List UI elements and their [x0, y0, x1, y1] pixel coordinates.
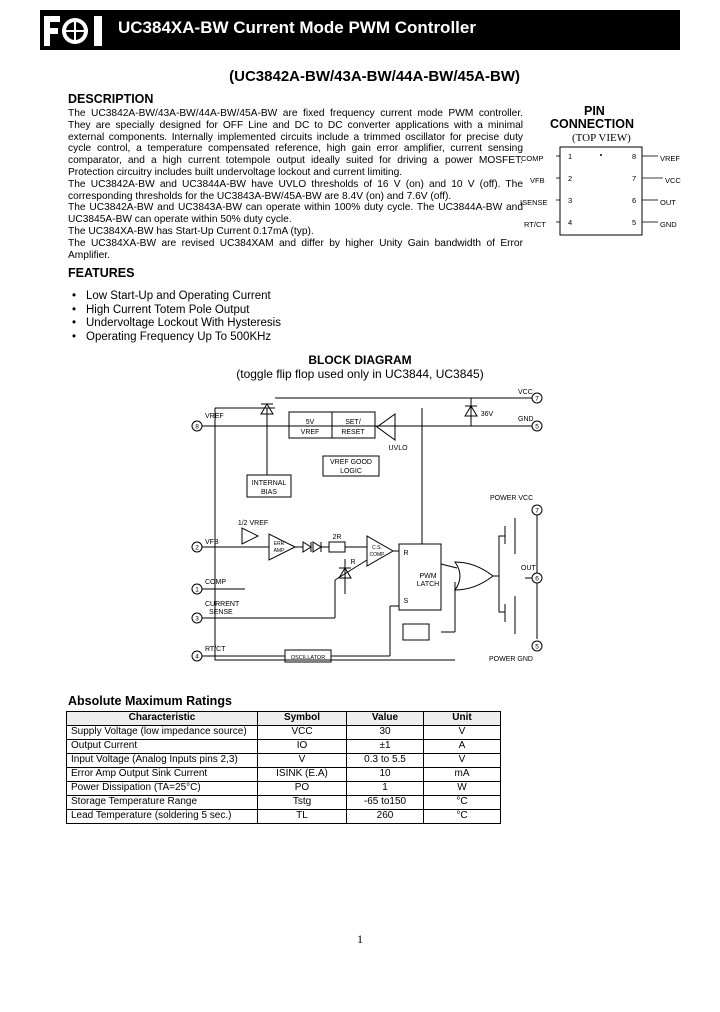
description-paragraph: The UC3842A-BW/43A-BW/44A-BW/45A-BW are fixed frequency current mode PWM controller. They are specially designed for OFF Line and DC to DC converter applications with a minimal external components. Internally implemented circuits include a trimmed oscillator for precise duty cycle control, a temperature compensated reference, high gain error amplifier, current sensing comparator, and a high current totempole output ideally suited for driving a power MOSFET. Protection circuitry includes built undervoltage lockout and current limiting.	[68, 108, 523, 178]
column-header: Symbol	[258, 712, 347, 726]
pin-name: VREF	[660, 154, 681, 163]
error-amp-label: ERR	[273, 541, 285, 547]
block-diagram	[185, 384, 555, 668]
table-cell: TL	[258, 810, 347, 824]
ratings-heading: Absolute Maximum Ratings	[68, 694, 232, 708]
toggle-flip-flop	[403, 624, 429, 640]
table-cell: °C	[424, 796, 501, 810]
uvlo-label: UVLO	[388, 445, 408, 452]
error-amplifier	[269, 534, 295, 560]
pin-number-label: 1	[195, 586, 199, 594]
pin-number-label: 6	[535, 575, 539, 583]
pin-diagram	[520, 143, 690, 238]
description-paragraph: The UC384XA-BW has Start-Up Current 0.17mA (typ).	[68, 225, 314, 237]
table-cell: Supply Voltage (low impedance source)	[67, 726, 258, 740]
table-cell: A	[424, 740, 501, 754]
table-row	[67, 810, 501, 824]
current-sense-comparator	[367, 536, 393, 566]
pin-number: 8	[632, 152, 637, 161]
table-row	[67, 796, 501, 810]
pin-name: GND	[660, 220, 677, 229]
pin-name: RT/CT	[524, 220, 546, 229]
table-cell: ±1	[347, 740, 424, 754]
table-cell: Output Current	[67, 740, 258, 754]
table-header-row	[67, 712, 501, 726]
pin-connection-heading: PIN	[584, 104, 605, 118]
table-cell: PO	[258, 782, 347, 796]
pin1-marker-dot	[600, 154, 602, 156]
table-cell: mA	[424, 768, 501, 782]
table-cell: Input Voltage (Analog Inputs pins 2,3)	[67, 754, 258, 768]
latch-s-label: S	[403, 598, 409, 605]
table-row	[67, 782, 501, 796]
r-label: R	[350, 559, 356, 566]
table-cell: 1	[347, 782, 424, 796]
feature-item: • Low Start-Up and Operating Current	[72, 290, 281, 304]
table-row	[67, 726, 501, 740]
power-gnd-label: POWER GND	[489, 656, 533, 663]
pin-number-label: 2	[195, 544, 199, 552]
pin-name: VFB	[530, 176, 545, 185]
table-cell: Tstg	[258, 796, 347, 810]
pin-number-label: 7	[535, 507, 539, 515]
ic-package-outline	[560, 147, 642, 235]
page-title: UC384XA-BW Current Mode PWM Controller	[118, 18, 476, 37]
block-diagram-title: BLOCK DIAGRAM	[308, 353, 412, 367]
feature-item: • High Current Totem Pole Output	[72, 304, 281, 318]
pin-number: 5	[632, 218, 637, 227]
block-diagram-subtitle: (toggle flip flop used only in UC3844, UC3845)	[236, 367, 484, 381]
two-r-label: 2R	[332, 534, 342, 541]
table-cell: VCC	[258, 726, 347, 740]
description-paragraph: The UC384XA-BW are revised UC384XAM and differ by higher Unity Gain bandwidth of Error Amplifier.	[68, 237, 523, 261]
table-cell: Power Dissipation (TA=25°C)	[67, 782, 258, 796]
vref-box-label: VREF	[300, 429, 320, 436]
internal-bias-label: INTERNAL	[251, 480, 287, 487]
ratings-table	[66, 711, 501, 824]
features-list	[72, 290, 281, 344]
power-vcc-label: POWER VCC	[490, 495, 534, 502]
table-cell: 0.3 to 5.5	[347, 754, 424, 768]
logo-text: FCI	[72, 46, 78, 50]
zener-label: 36V	[480, 411, 494, 418]
oscillator-label: OSCILLATOR	[290, 655, 326, 661]
vcc-pin-label: VCC	[518, 389, 533, 396]
table-row	[67, 768, 501, 782]
column-header: Characteristic	[67, 712, 258, 726]
current-sense-label: CURRENT	[205, 601, 240, 608]
pin-number-label: 3	[195, 615, 199, 623]
rtct-pin-label: RT/CT	[205, 646, 226, 653]
pin-number: 6	[632, 196, 637, 205]
half-vref-label: 1/2 VREF	[237, 520, 269, 527]
pin-name: COMP	[521, 154, 544, 163]
pwm-latch-label: LATCH	[416, 581, 440, 588]
pin-number: 1	[568, 152, 573, 161]
feature-item: • Operating Frequency Up To 500KHz	[72, 331, 281, 345]
part-numbers-subtitle: (UC3842A-BW/43A-BW/44A-BW/45A-BW)	[229, 68, 520, 85]
description-heading: DESCRIPTION	[68, 92, 154, 106]
vfb-pin-label: VFB	[205, 539, 219, 546]
cs-comp-label: C.S.	[372, 545, 382, 551]
table-cell: Error Amp Output Sink Current	[67, 768, 258, 782]
pin-number-label: 5	[535, 643, 539, 651]
pin-number: 4	[568, 218, 573, 227]
pwm-latch-label: PWM	[419, 573, 437, 580]
feature-item: • Undervoltage Lockout With Hysteresis	[72, 317, 281, 331]
gnd-pin-label: GND	[518, 416, 534, 423]
set-reset-label: SET/	[345, 419, 361, 426]
table-cell: V	[424, 754, 501, 768]
column-header: Value	[347, 712, 424, 726]
table-cell: 30	[347, 726, 424, 740]
table-cell: -65 to150	[347, 796, 424, 810]
pin-name: ISENSE	[520, 198, 548, 207]
out-pin-label: OUT	[521, 565, 536, 572]
current-sense-label: SENSE	[209, 609, 233, 616]
pin-number: 2	[568, 174, 573, 183]
latch-r-label: R	[403, 550, 409, 557]
comp-pin-label: COMP	[205, 579, 226, 586]
error-amp-label: AMP	[273, 548, 285, 554]
vref-pin-label: VREF	[205, 413, 224, 420]
column-header: Unit	[424, 712, 501, 726]
output-logic-gate	[455, 562, 493, 590]
pin-view-label: (TOP VIEW)	[572, 132, 631, 144]
description-paragraph: The UC3842A-BW and UC3843A-BW can operate within 100% duty cycle. The UC3844A-BW and UC3845A-BW can operate within 50% duty cycle.	[68, 202, 523, 226]
pin-name: OUT	[660, 198, 676, 207]
table-cell: 10	[347, 768, 424, 782]
pin-connection-heading: CONNECTION	[550, 117, 635, 131]
table-cell: 260	[347, 810, 424, 824]
pin-number-label: 5	[535, 423, 539, 431]
table-row	[67, 740, 501, 754]
fci-logo	[40, 12, 110, 50]
table-cell: W	[424, 782, 501, 796]
table-cell: °C	[424, 810, 501, 824]
pin-number-label: 7	[535, 395, 539, 403]
description-paragraph: The UC3842A-BW and UC3844A-BW have UVLO thresholds of 16 V (on) and 10 V (off). The corresponding thresholds for the UC3843A-BW/45A-BW are 8.4V (on) and 7.6V (off).	[68, 178, 523, 202]
set-reset-label: RESET	[341, 429, 365, 436]
pin-name: VCC	[665, 176, 681, 185]
description-body	[68, 108, 523, 261]
features-heading: FEATURES	[68, 266, 135, 280]
pin-number-label: 8	[195, 423, 199, 431]
page-number: 1	[357, 932, 363, 946]
pin-number: 7	[632, 174, 637, 183]
good-logic-label: LOGIC	[340, 468, 362, 475]
cs-comp-label: COMP	[369, 552, 385, 558]
pin-number-label: 4	[195, 653, 199, 661]
good-logic-label: VREF GOOD	[329, 459, 373, 466]
table-cell: ISINK (E.A)	[258, 768, 347, 782]
table-cell: V	[424, 726, 501, 740]
table-cell: V	[258, 754, 347, 768]
internal-bias-label: BIAS	[261, 489, 277, 496]
table-row	[67, 754, 501, 768]
table-cell: IO	[258, 740, 347, 754]
pin-number: 3	[568, 196, 573, 205]
table-cell: Lead Temperature (soldering 5 sec.)	[67, 810, 258, 824]
table-cell: Storage Temperature Range	[67, 796, 258, 810]
five-volt-label: 5V	[305, 419, 315, 426]
resistor-2r	[329, 542, 345, 552]
